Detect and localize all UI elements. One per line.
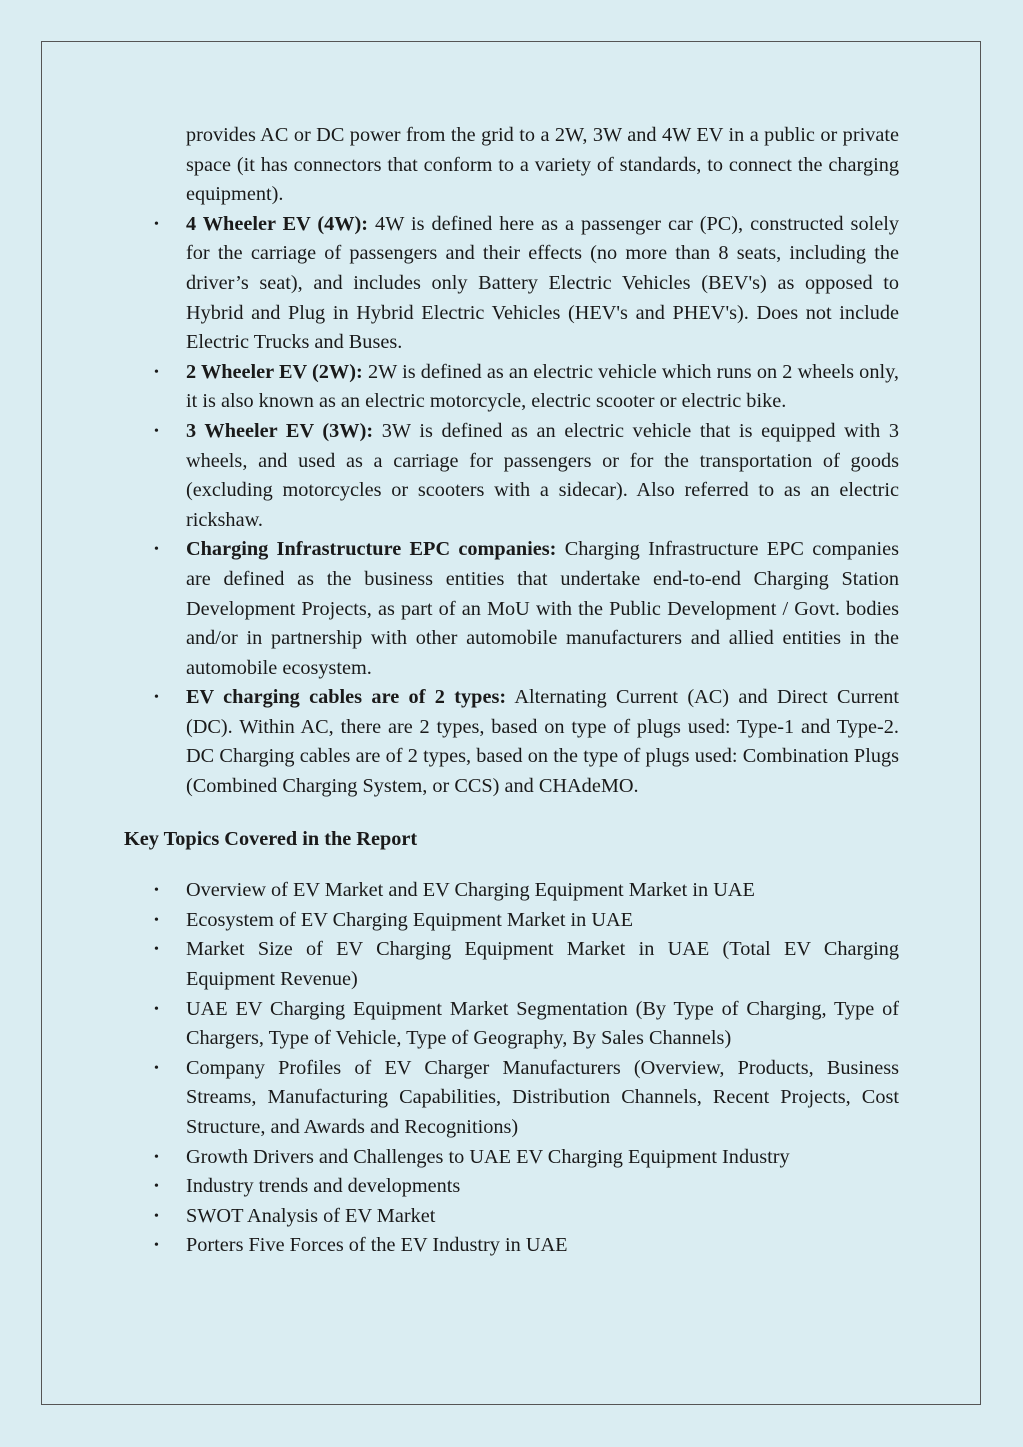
bullet-icon: • [154, 1238, 159, 1254]
bullet-icon: • [154, 1149, 159, 1165]
definitions-list [124, 210, 899, 802]
definition-term: Charging Infrastructure EPC companies: [186, 538, 557, 561]
bullet-icon: • [154, 364, 159, 380]
topic-text: Ecosystem of EV Charging Equipment Market in UAE [186, 908, 634, 931]
bullet-icon: • [154, 942, 159, 958]
document-body [124, 121, 899, 1261]
topic-text: Overview of EV Market and EV Charging Equipment Market in UAE [186, 879, 755, 902]
topic-item [124, 906, 899, 936]
definition-term: 3 Wheeler EV (3W): [186, 419, 374, 442]
intro-paragraph: provides AC or DC power from the grid to a 2W, 3W and 4W EV in a public or private space (it has connectors that conform to a variety of standards, to connect the charging equipment). [186, 124, 899, 206]
bullet-icon: • [154, 912, 159, 928]
definition-term: 2 Wheeler EV (2W): [186, 360, 363, 383]
definition-text: 2W is defined as an electric vehicle which runs on 2 wheels only, it is also known as an electric motorcycle, electric scooter or electric bike. [186, 360, 899, 413]
bullet-icon: • [154, 1060, 159, 1076]
bullet-icon: • [154, 1208, 159, 1224]
topic-item [124, 935, 899, 994]
definition-text: Alternating Current (AC) and Direct Current (DC). Within AC, there are 2 types, based on type of plugs used: Type-1 and Type-2. DC Charging cables are of 2 types, based on the type of plugs used: Combination Plugs (Combined Charging System, or CCS) and CHAdeMO. [186, 686, 899, 798]
topic-text: UAE EV Charging Equipment Market Segmentation (By Type of Charging, Type of Chargers, Type of Vehicle, Type of Geography, By Sales Channels) [186, 997, 899, 1050]
definition-term: EV charging cables are of 2 types: [186, 686, 507, 709]
topic-text: Porters Five Forces of the EV Industry in UAE [186, 1234, 568, 1257]
bullet-icon: • [154, 216, 159, 232]
topic-text: SWOT Analysis of EV Market [186, 1204, 436, 1227]
definition-item-epc [124, 535, 899, 683]
definition-item-cables [124, 683, 899, 801]
topic-item [124, 1143, 899, 1173]
key-topics-heading: Key Topics Covered in the Report [124, 827, 418, 850]
topic-item [124, 876, 899, 906]
bullet-icon: • [154, 1179, 159, 1195]
topic-item [124, 1231, 899, 1261]
topic-text: Industry trends and developments [186, 1175, 461, 1198]
definition-item-2w [124, 358, 899, 417]
bullet-icon: • [154, 423, 159, 439]
topic-item [124, 1054, 899, 1143]
bullet-icon: • [154, 690, 159, 706]
topic-text: Growth Drivers and Challenges to UAE EV Charging Equipment Industry [186, 1145, 790, 1168]
topic-text: Company Profiles of EV Charger Manufacturers (Overview, Products, Business Streams, Manufacturing Capabilities, Distribution Channels, Recent Projects, Cost Structure, and Awards and Recognitions) [186, 1056, 899, 1138]
key-topics-list [124, 876, 899, 1261]
bullet-icon: • [154, 1001, 159, 1017]
definition-text: 4W is defined here as a passenger car (PC), constructed solely for the carriage of passengers and their effects (no more than 8 seats, including the driver’s seat), and includes only Battery Electric Vehicles (BEV's) as opposed to Hybrid and Plug in Hybrid Electric Vehicles (HEV's and PHEV's). Does not include Electric Trucks and Buses. [186, 212, 899, 354]
bullet-icon: • [154, 883, 159, 899]
definition-item-4w [124, 210, 899, 358]
topic-text: Market Size of EV Charging Equipment Market in UAE (Total EV Charging Equipment Revenue) [186, 938, 899, 991]
definition-term: 4 Wheeler EV (4W): [186, 212, 369, 235]
definition-item-3w [124, 417, 899, 535]
definition-text: 3W is defined as an electric vehicle that is equipped with 3 wheels, and used as a carriage for passengers or for the transportation of goods (excluding motorcycles or scooters with a sidecar). Also referred to as an electric rickshaw. [186, 419, 900, 531]
bullet-icon: • [154, 542, 159, 558]
topic-item [124, 1172, 899, 1202]
definition-text: Charging Infrastructure EPC companies are defined as the business entities that undertake end-to-end Charging Station Development Projects, as part of an MoU with the Public Development / Govt. bodies and/or in partnership with other automobile manufacturers and allied entities in the automobile ecosystem. [186, 538, 899, 679]
topic-item [124, 1202, 899, 1232]
topic-item [124, 995, 899, 1054]
